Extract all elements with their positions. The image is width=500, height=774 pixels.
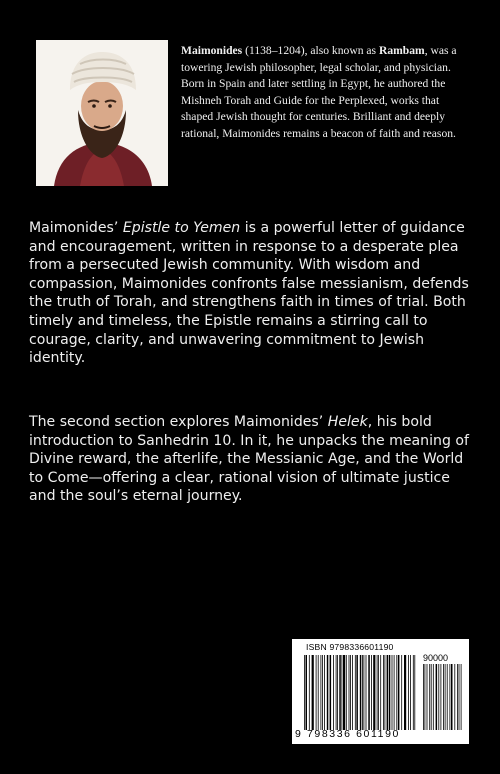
barcode-bar [423,664,424,730]
barcode-bar [304,655,305,730]
barcode-bar [322,655,323,730]
bio-name: Maimonides [181,44,243,57]
bio-alias: Rambam [378,44,425,57]
barcode-bar [431,664,432,730]
isbn-digits: 9 798336 601190 [295,728,400,740]
barcode-bar [450,664,451,730]
barcode-bar [321,655,322,730]
isbn-barcode [292,639,469,744]
epistle-title: Epistle to Yemen [122,220,241,236]
barcode-bar [410,655,411,730]
description-epistle [29,219,473,368]
maimonides-portrait [36,40,168,186]
p1-text: is a powerful letter of guidance and encouragement, written in response to a desperate plea from a persecuted Jewish community. With wisdom and compassion, Maimonides confronts false messianism, defends the truth of Torah, and strengthens faith in times of trial. Both timely and timeless, the Epistle remains a stirring call to courage, clarity, and unwavering commitment to Jewish identity. [29,220,469,367]
barcode-bar [350,655,351,730]
p2-text: , his bold introduction to Sanhedrin 10. In it, he unpacks the meaning of Divine reward, the afterlife, the Messianic Age, and the World to Come—offering a clear, rational vision of ultimate justice and the soul’s eternal journey. [29,414,469,505]
barcode-bar [318,655,319,730]
barcode-bar [445,664,446,730]
barcode-bar [441,664,442,730]
barcode-bar [306,655,308,730]
barcode-bar [316,655,317,730]
barcode-bar [333,655,334,730]
barcode-bar [366,655,367,730]
barcode-bar [394,655,395,730]
barcode-bar [383,655,384,730]
barcode-bar [414,655,415,730]
addon-barcode-bars [423,664,463,730]
barcode-bar [327,655,329,730]
barcode-bar [461,664,462,730]
barcode-bar [436,664,438,730]
barcode-bar [336,655,337,730]
barcode-bar [385,655,386,730]
bio-dates: (1138–1204), also known as [242,44,379,57]
barcode-bar [343,655,345,730]
barcode-bar [364,655,365,730]
p1-lead: Maimonides’ [29,220,123,236]
barcode-bar [408,655,409,730]
helek-title: Helek [327,414,368,430]
barcode-bar [387,655,389,730]
isbn-label: ISBN 9798336601190 [306,642,394,652]
barcode-bar [389,655,391,730]
bio-text: , was a towering Jewish philosopher, legal scholar, and physician. Born in Spain and later settling in Egypt, he authored the Mishneh Torah and Guide for the Perplexed, works that shaped Jewish thought for centuries. Brilliant and deeply rational, Maimonides remains a beacon of faith and reason. [181,44,457,140]
barcode-bar [355,655,356,730]
barcode-bar [401,655,402,730]
barcode-bar [425,664,426,730]
barcode-bar [337,655,338,730]
description-helek [29,413,473,506]
barcode-bar [443,664,444,730]
barcode-bar [362,655,363,730]
barcode-bar [330,655,332,730]
barcode-bar [352,655,353,730]
barcode-bar [398,655,400,730]
barcode-bar [371,655,372,730]
barcode-bar [349,655,350,730]
barcode-bar [378,655,379,730]
barcode-bar [312,655,314,730]
p2-lead: The second section explores Maimonides’ [29,414,328,430]
barcode-bar [356,655,358,730]
barcode-bar [427,664,428,730]
barcode-bar [459,664,460,730]
barcode-bar [429,664,430,730]
author-bio [181,43,467,143]
barcode-bar [373,655,375,730]
barcode-bar [413,655,414,730]
barcode-bar [451,664,453,730]
barcode-bar [392,655,393,730]
barcode-bar [396,655,397,730]
barcode-bar [346,655,347,730]
barcode-bar [324,655,325,730]
barcode-bar [404,655,406,730]
barcode-bar [457,664,458,730]
barcode-bar [360,655,362,730]
barcode-bar [433,664,434,730]
barcode-bars [304,655,416,730]
barcode-bar [309,655,310,730]
barcode-bar [454,664,455,730]
barcode-bar [377,655,378,730]
barcode-bar [368,655,370,730]
barcode-bar [447,664,448,730]
barcode-bar [438,664,439,730]
barcode-bar [342,655,343,730]
price-code: 90000 [423,653,449,663]
barcode-bar [380,655,381,730]
barcode-bar [339,655,341,730]
